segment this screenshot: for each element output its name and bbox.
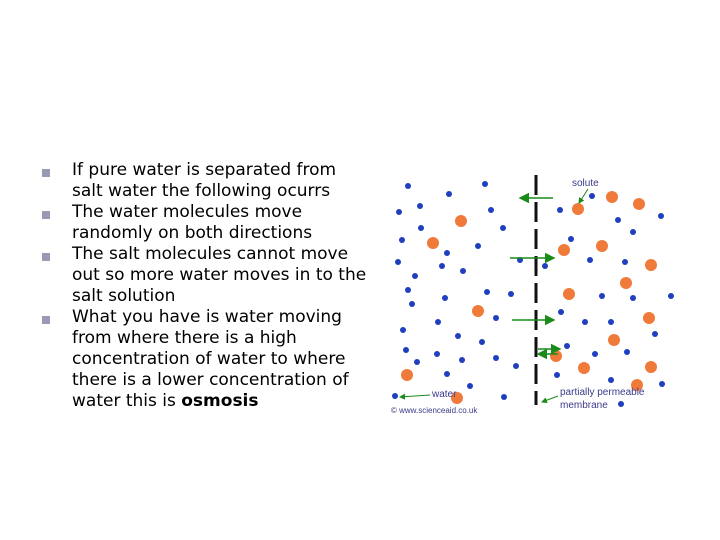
water-molecule (582, 319, 588, 325)
water-molecule (493, 315, 499, 321)
water-molecule (568, 236, 574, 242)
water-molecule (659, 381, 665, 387)
solute-molecule (606, 191, 618, 203)
water-molecule (589, 193, 595, 199)
solute-label: solute (572, 178, 599, 189)
water-molecule (460, 268, 466, 274)
water-molecule (418, 225, 424, 231)
solute-molecule (401, 369, 413, 381)
bullet-item (40, 202, 370, 244)
solute-molecule (633, 198, 645, 210)
water-molecule (435, 319, 441, 325)
solute-molecules (401, 191, 657, 404)
water-molecule (396, 209, 402, 215)
water-molecule (444, 371, 450, 377)
bullet-list (40, 160, 370, 412)
water-molecule (488, 207, 494, 213)
water-molecule (417, 203, 423, 209)
water-molecule (622, 259, 628, 265)
label-pointers (400, 189, 588, 402)
water-molecule (405, 183, 411, 189)
water-molecule (475, 243, 481, 249)
water-molecule (459, 357, 465, 363)
bullet-text: What you have is water moving from where there is a high concentration of water to where there is a lower concentration of water this is (72, 307, 349, 411)
water-molecule (439, 263, 445, 269)
solute-molecule (427, 237, 439, 249)
water-molecule (615, 217, 621, 223)
solute-molecule (620, 277, 632, 289)
square-bullet-icon (42, 316, 50, 324)
water-molecule (658, 213, 664, 219)
water-pointer (400, 395, 430, 397)
water-label: water (432, 389, 457, 400)
water-molecule (587, 257, 593, 263)
osmosis-term: osmosis (181, 391, 259, 411)
water-molecule (542, 263, 548, 269)
solute-pointer (579, 189, 588, 203)
water-molecule (608, 319, 614, 325)
bullet-text: If pure water is separated from salt water the following ocurrs (72, 160, 337, 201)
water-molecule (403, 347, 409, 353)
water-molecule (467, 383, 473, 389)
water-molecule (414, 359, 420, 365)
membrane-label-line2: membrane (560, 400, 608, 411)
water-molecule (558, 309, 564, 315)
water-molecule (479, 339, 485, 345)
solute-molecule (645, 259, 657, 271)
water-molecule (630, 229, 636, 235)
water-molecule (412, 273, 418, 279)
water-molecule (668, 293, 674, 299)
bullet-item (40, 160, 370, 202)
water-molecule (513, 363, 519, 369)
water-molecule (608, 377, 614, 383)
water-molecule (630, 295, 636, 301)
bullet-item (40, 244, 370, 307)
water-molecule (446, 191, 452, 197)
water-molecule (392, 393, 398, 399)
water-molecule (444, 250, 450, 256)
water-molecule (409, 301, 415, 307)
solute-molecule (578, 362, 590, 374)
membrane-label-line1: partially permeable (560, 387, 645, 398)
square-bullet-icon (42, 211, 50, 219)
bullet-item (40, 307, 370, 412)
water-molecule (395, 259, 401, 265)
water-molecule (592, 351, 598, 357)
solute-molecule (455, 215, 467, 227)
water-molecule (493, 355, 499, 361)
water-molecule (564, 343, 570, 349)
water-molecule (599, 293, 605, 299)
square-bullet-icon (42, 253, 50, 261)
copyright-text: © www.scienceaid.co.uk (391, 406, 478, 415)
water-molecule (624, 349, 630, 355)
water-molecule (399, 237, 405, 243)
solute-molecule (643, 312, 655, 324)
solute-molecule (645, 361, 657, 373)
square-bullet-icon (42, 169, 50, 177)
water-molecule (652, 331, 658, 337)
water-molecule (405, 287, 411, 293)
solute-molecule (596, 240, 608, 252)
water-molecule (557, 207, 563, 213)
solute-molecule (472, 305, 484, 317)
water-molecule (442, 295, 448, 301)
water-molecules (392, 181, 674, 407)
water-molecule (484, 289, 490, 295)
solute-molecule (572, 203, 584, 215)
solute-molecule (563, 288, 575, 300)
water-molecule (554, 372, 560, 378)
water-molecule (500, 225, 506, 231)
bullet-text: The salt molecules cannot move out so more water moves in to the salt solution (72, 244, 367, 306)
solute-molecule (550, 350, 562, 362)
water-molecule (482, 181, 488, 187)
membrane-pointer (542, 396, 558, 402)
osmosis-diagram (388, 168, 688, 418)
bullet-text: The water molecules move randomly on both directions (72, 202, 313, 243)
water-molecule (455, 333, 461, 339)
water-molecule (400, 327, 406, 333)
water-molecule (508, 291, 514, 297)
water-molecule (434, 351, 440, 357)
solute-molecule (558, 244, 570, 256)
water-molecule (501, 394, 507, 400)
solute-molecule (608, 334, 620, 346)
water-molecule (618, 401, 624, 407)
